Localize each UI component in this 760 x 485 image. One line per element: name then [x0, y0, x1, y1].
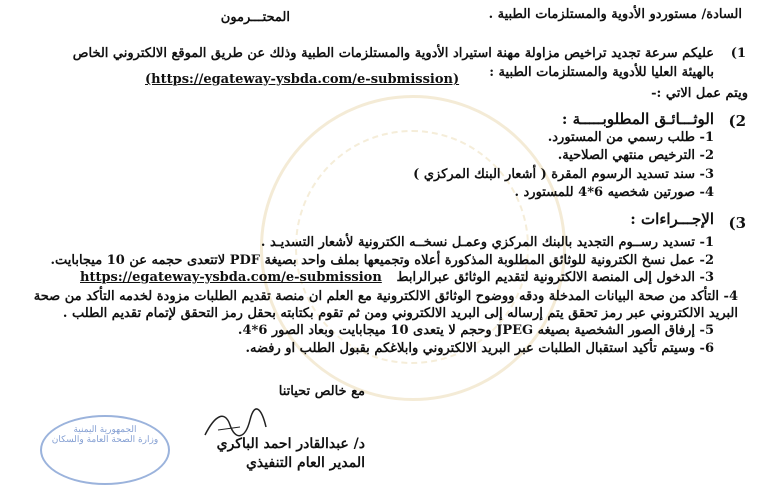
section1-line3: ويتم عمل الاتي :-: [651, 86, 748, 101]
section3-item-5: 5- إرفاق الصور الشخصية بصيغه JPEG وحجم لا يتعدى 10 ميجابايت وبعاد الصور 6*4.: [237, 323, 714, 338]
section1-line2: بالهيئة العليا للأدوية والمستلزمات الطبية :: [489, 65, 714, 80]
section1-line1: عليكم سرعة تجديد تراخيص مزاولة مهنة استيراد الأدوية والمستلزمات الطبية وذلك عن طريق الموقع الالكتروني الخاص: [72, 46, 714, 61]
section3-link[interactable]: https://egateway-ysbda.com/e-submission: [80, 270, 382, 285]
stamp-line-2: وزارة الصحة العامة والسكان: [51, 435, 159, 445]
section3-item-4-continued: البريد الالكتروني عبر رمز تحقق يتم إرساله إلى البريد الالكتروني ومن ثم تقوم بكتابته بحقل رمز التحقق لإتمام تقديم الطلب .: [62, 306, 738, 321]
section3-title: الإجـــراءات :: [630, 210, 714, 228]
section3-item-4: 4- التأكد من صحة البيانات المدخلة ودقه ووضوح الوثائق الالكترونية مع العلم ان منصة تقديم الطلبات مزودة لخدمه التأكد من صحة: [33, 289, 738, 304]
section3-number: 3): [728, 214, 746, 232]
section2-item-2: 2- الترخيص منتهي الصلاحية.: [557, 148, 714, 163]
section2-title: الوثـــائـق المطلوبـــــة :: [561, 110, 714, 128]
signatory-title: المدير العام التنفيذي: [245, 455, 365, 471]
signatory-name: د/ عبدالقادر احمد الباكري: [216, 436, 365, 452]
section2-item-4: 4- صورتين شخصيه 6*4 للمستورد .: [514, 185, 714, 200]
section3-item-3: 3- الدخول إلى المنصة الالكترونية لتقديم الوثائق عبرالرابط: [396, 270, 714, 285]
section2-number: 2): [728, 112, 746, 130]
section3-item-2: 2- عمل نسخ الكترونية للوثائق المطلوبة المذكورة أعلاه وتجميعها بملف واحد بصيغة PDF لاتتعدى حجمه عن 10 ميجابايت.: [50, 253, 714, 268]
section3-item-1: 1- تسديد رســوم التجديد بالبنك المركزي وعمـل نسخــه الكترونية لأشعار التسديـد .: [260, 235, 714, 250]
addressee: السادة/ مستوردو الأدوية والمستلزمات الطبية .: [488, 7, 742, 22]
stamp-line-1: الجمهورية اليمنية: [73, 425, 137, 435]
official-stamp: [40, 415, 170, 485]
closing-greeting: مع خالص تحياتنا: [278, 384, 365, 399]
respected-label: المحتـــرمون: [220, 10, 290, 25]
section3-item-6: 6- وسيتم تأكيد استقبال الطلبات عبر البريد الالكتروني وابلاغكم بقبول الطلب او رفضه.: [245, 341, 714, 356]
section1-link[interactable]: (https://egateway-ysbda.com/e-submission): [145, 72, 460, 87]
section2-item-3: 3- سند تسديد الرسوم المقرة ( أشعار البنك المركزي ): [413, 167, 714, 182]
section2-item-1: 1- طلب رسمي من المستورد.: [547, 130, 714, 145]
section1-number: 1): [730, 46, 746, 61]
